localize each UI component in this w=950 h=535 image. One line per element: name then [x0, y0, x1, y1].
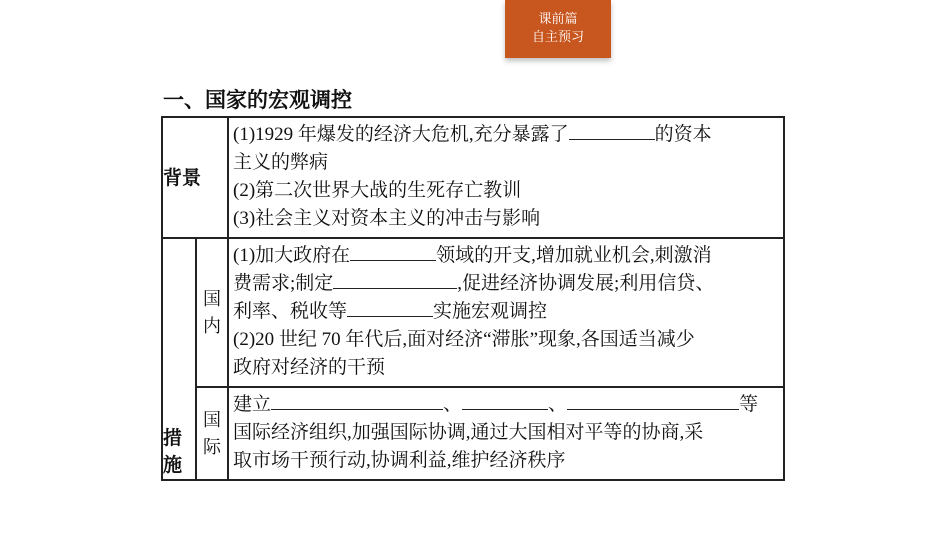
badge-line-1: 课前篇	[538, 12, 578, 27]
background-line-1	[233, 121, 779, 149]
domestic-line-5: 政府对经济的干预	[233, 357, 386, 378]
domestic-line-2	[233, 270, 779, 298]
fill-blank-7[interactable]	[567, 391, 739, 410]
international-l1-a: 建立	[233, 394, 272, 415]
row-domestic	[162, 238, 784, 387]
fill-blank-1[interactable]	[569, 121, 655, 140]
background-line-3: (2)第二次世界大战的生死存亡教训	[233, 180, 522, 201]
background-line-2: 主义的弊病	[233, 152, 329, 173]
domestic-line-3	[233, 298, 779, 326]
fill-blank-2[interactable]	[350, 242, 436, 261]
fill-blank-3[interactable]	[333, 270, 457, 289]
domestic-l1-b: 领域的开支,增加就业机会,刺激消	[436, 245, 712, 266]
background-label-text: 背景	[163, 166, 202, 189]
background-content	[228, 117, 784, 238]
background-line-4: (3)社会主义对资本主义的冲击与影响	[233, 208, 541, 229]
background-p1-b: 的资本	[654, 124, 712, 145]
domestic-label	[196, 238, 228, 387]
international-label	[196, 387, 228, 480]
domestic-line-1	[233, 242, 779, 270]
fill-blank-5[interactable]	[271, 391, 443, 410]
row-background	[162, 117, 784, 238]
domestic-l1-a: (1)加大政府在	[233, 245, 351, 266]
international-line-2: 国际经济组织,加强国际协调,通过大国相对平等的协商,采	[233, 422, 704, 443]
background-label	[162, 117, 228, 238]
row-international	[162, 387, 784, 480]
page-title: 一、国家的宏观调控	[163, 88, 352, 112]
international-line-3: 取市场干预行动,协调利益,维护经济秩序	[233, 450, 566, 471]
domestic-l2-b: ,促进经济协调发展;利用信贷、	[457, 273, 715, 294]
badge-line-2: 自主预习	[531, 30, 584, 45]
domestic-l3-b: 实施宏观调控	[433, 301, 548, 322]
domestic-content	[228, 238, 784, 387]
international-label-text: 国际	[203, 409, 221, 458]
background-p1-a: (1)1929 年爆发的经济大危机,充分暴露了	[233, 124, 569, 145]
measures-label-text: 措施	[163, 427, 183, 476]
international-line-1	[233, 391, 779, 419]
content-table	[161, 116, 785, 481]
fill-blank-6[interactable]	[462, 391, 548, 410]
measures-label	[162, 238, 196, 480]
international-l1-b: 等	[739, 394, 759, 415]
domestic-line-4: (2)20 世纪 70 年代后,面对经济“滞胀”现象,各国适当减少	[233, 329, 695, 350]
international-content	[228, 387, 784, 480]
section-badge	[505, 0, 611, 58]
domestic-l3-a: 利率、税收等	[233, 301, 348, 322]
domestic-l2-a: 费需求;制定	[233, 273, 334, 294]
fill-blank-4[interactable]	[347, 298, 433, 317]
international-sep-2: 、	[548, 394, 568, 415]
domestic-label-text: 国内	[203, 288, 221, 337]
international-sep-1: 、	[443, 394, 463, 415]
